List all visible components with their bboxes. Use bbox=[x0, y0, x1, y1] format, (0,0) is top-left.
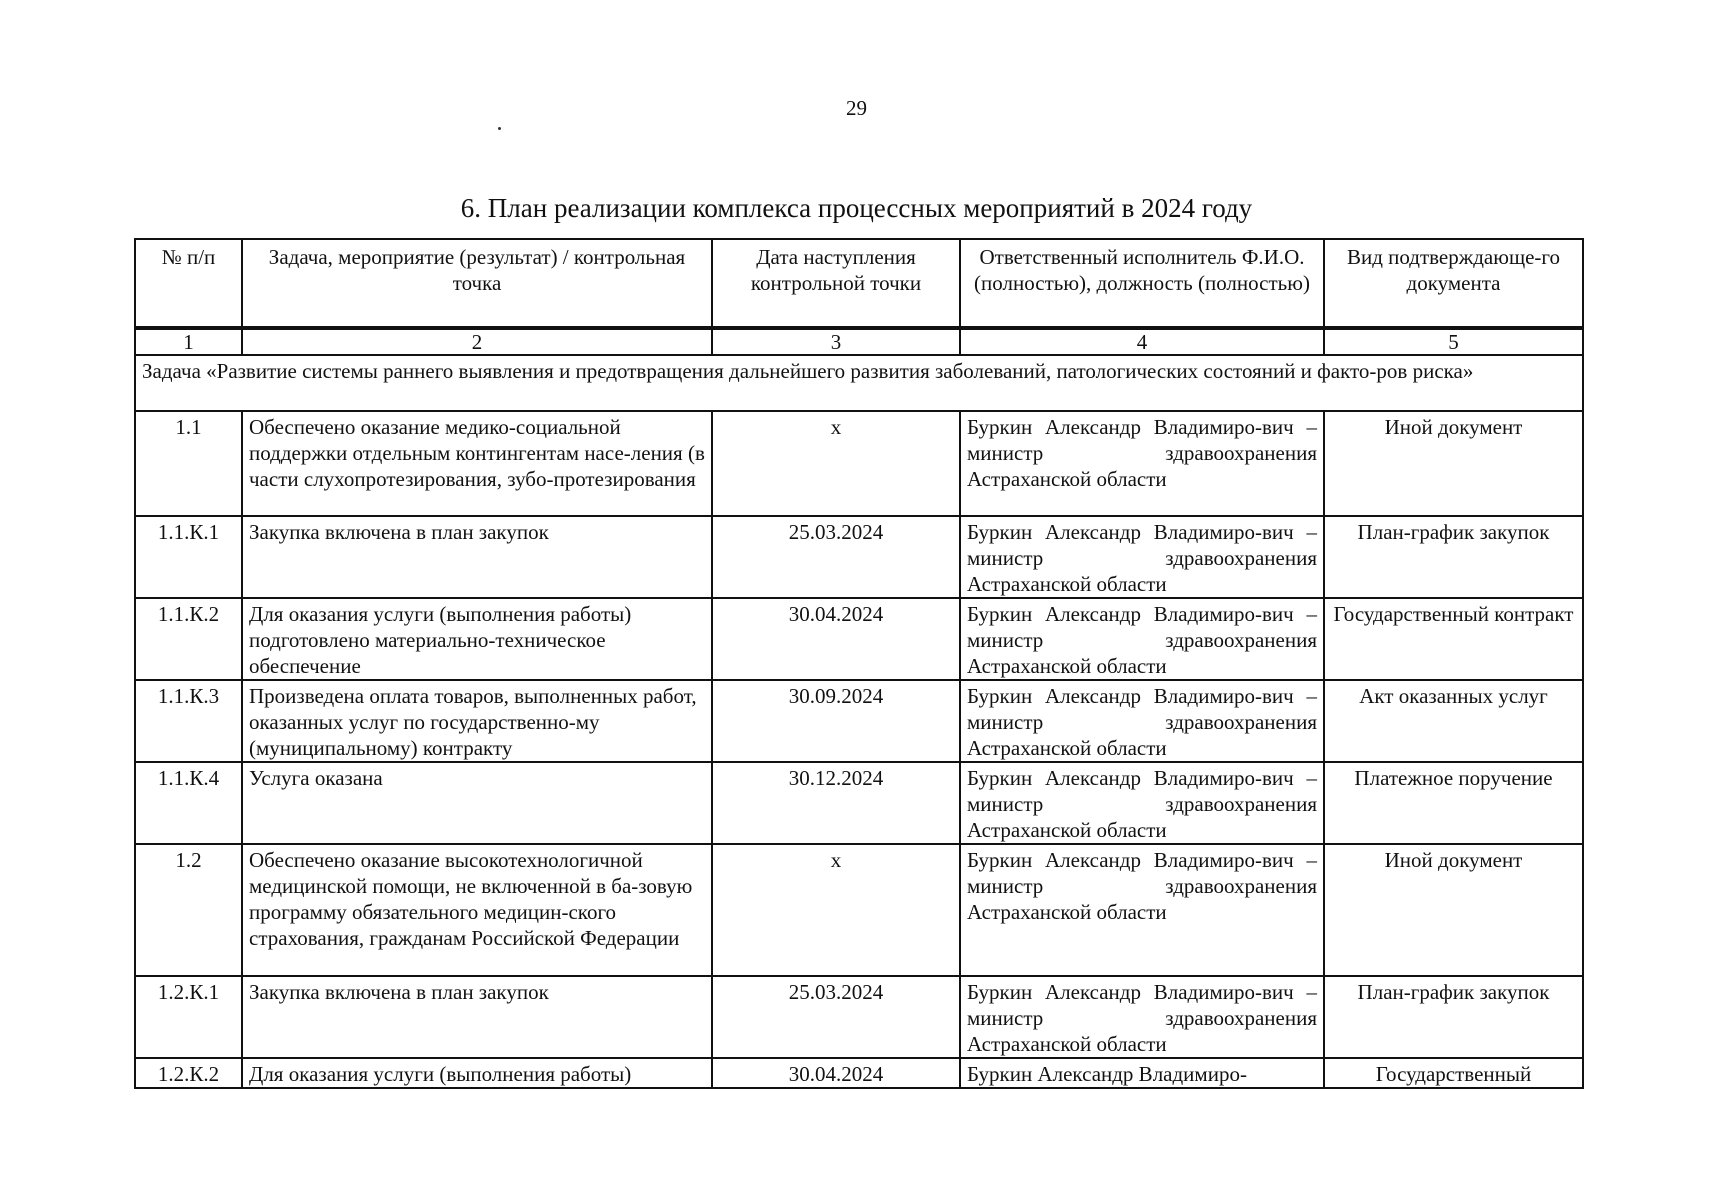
row-doc: Государственный контракт bbox=[1324, 598, 1583, 680]
row-doc: План-график закупок bbox=[1324, 516, 1583, 598]
row-num: 1.1.К.4 bbox=[135, 762, 242, 844]
task-title: Задача «Развитие системы раннего выявления и предотвращения дальнейшего развития заболеваний, патологических состояний и факто-ров риска» bbox=[135, 355, 1583, 411]
row-person: Буркин Александр Владимиро- bbox=[960, 1058, 1324, 1088]
row-num: 1.1.К.2 bbox=[135, 598, 242, 680]
row-doc: Акт оказанных услуг bbox=[1324, 680, 1583, 762]
table-row bbox=[135, 680, 1583, 762]
table-row bbox=[135, 516, 1583, 598]
table-row bbox=[135, 598, 1583, 680]
row-task: Закупка включена в план закупок bbox=[242, 516, 712, 598]
row-doc: План-график закупок bbox=[1324, 976, 1583, 1058]
row-person: Буркин Александр Владимиро-вич – министр здравоохранения Астраханской области bbox=[960, 844, 1324, 976]
scan-artifact-dot bbox=[498, 127, 501, 130]
table-row bbox=[135, 762, 1583, 844]
row-doc: Иной документ bbox=[1324, 844, 1583, 976]
row-date: х bbox=[712, 411, 960, 516]
section-title: 6. План реализации комплекса процессных мероприятий в 2024 году bbox=[460, 193, 1253, 223]
row-date: 25.03.2024 bbox=[712, 516, 960, 598]
table-header-row bbox=[135, 239, 1583, 328]
row-num: 1.1.К.1 bbox=[135, 516, 242, 598]
table-row bbox=[135, 411, 1583, 516]
plan-table bbox=[134, 238, 1584, 1089]
table-row bbox=[135, 1058, 1583, 1088]
row-person: Буркин Александр Владимиро-вич – министр здравоохранения Астраханской области bbox=[960, 598, 1324, 680]
row-doc: Иной документ bbox=[1324, 411, 1583, 516]
row-task: Обеспечено оказание медико-социальной поддержки отдельным контингентам насе-ления (в части слухопротезирования, зубо-протезирования bbox=[242, 411, 712, 516]
header-num: № п/п bbox=[135, 239, 242, 328]
column-number: 1 bbox=[135, 328, 242, 355]
row-person: Буркин Александр Владимиро-вич – министр здравоохранения Астраханской области bbox=[960, 516, 1324, 598]
row-person: Буркин Александр Владимиро-вич – министр здравоохранения Астраханской области bbox=[960, 680, 1324, 762]
row-date: х bbox=[712, 844, 960, 976]
header-task: Задача, мероприятие (результат) / контрольная точка bbox=[242, 239, 712, 328]
row-num: 1.2.К.2 bbox=[135, 1058, 242, 1088]
header-date: Дата наступления контрольной точки bbox=[712, 239, 960, 328]
table-row bbox=[135, 844, 1583, 976]
row-person: Буркин Александр Владимиро-вич – министр здравоохранения Астраханской области bbox=[960, 411, 1324, 516]
row-date: 30.04.2024 bbox=[712, 598, 960, 680]
row-person: Буркин Александр Владимиро-вич – министр здравоохранения Астраханской области bbox=[960, 976, 1324, 1058]
column-number: 2 bbox=[242, 328, 712, 355]
row-date: 30.12.2024 bbox=[712, 762, 960, 844]
header-doc: Вид подтверждающе-го документа bbox=[1324, 239, 1583, 328]
row-task: Услуга оказана bbox=[242, 762, 712, 844]
row-task: Для оказания услуги (выполнения работы) подготовлено материально-техническое обеспечение bbox=[242, 598, 712, 680]
table-row bbox=[135, 976, 1583, 1058]
row-date: 30.09.2024 bbox=[712, 680, 960, 762]
row-task: Закупка включена в план закупок bbox=[242, 976, 712, 1058]
row-date: 25.03.2024 bbox=[712, 976, 960, 1058]
column-number: 4 bbox=[960, 328, 1324, 355]
row-task: Произведена оплата товаров, выполненных работ, оказанных услуг по государственно-му (муниципальному) контракту bbox=[242, 680, 712, 762]
row-doc: Государственный bbox=[1324, 1058, 1583, 1088]
page-number: 29 bbox=[846, 96, 867, 120]
row-task: Для оказания услуги (выполнения работы) bbox=[242, 1058, 712, 1088]
row-task: Обеспечено оказание высокотехнологичной медицинской помощи, не включенной в ба-зовую программу обязательного медицин-ского страхования, гражданам Российской Федерации bbox=[242, 844, 712, 976]
row-num: 1.2 bbox=[135, 844, 242, 976]
row-num: 1.2.К.1 bbox=[135, 976, 242, 1058]
task-row bbox=[135, 355, 1583, 411]
column-number-row bbox=[135, 328, 1583, 355]
header-person: Ответственный исполнитель Ф.И.О. (полностью), должность (полностью) bbox=[960, 239, 1324, 328]
column-number: 5 bbox=[1324, 328, 1583, 355]
row-person: Буркин Александр Владимиро-вич – министр здравоохранения Астраханской области bbox=[960, 762, 1324, 844]
row-doc: Платежное поручение bbox=[1324, 762, 1583, 844]
row-num: 1.1.К.3 bbox=[135, 680, 242, 762]
column-number: 3 bbox=[712, 328, 960, 355]
row-date: 30.04.2024 bbox=[712, 1058, 960, 1088]
row-num: 1.1 bbox=[135, 411, 242, 516]
